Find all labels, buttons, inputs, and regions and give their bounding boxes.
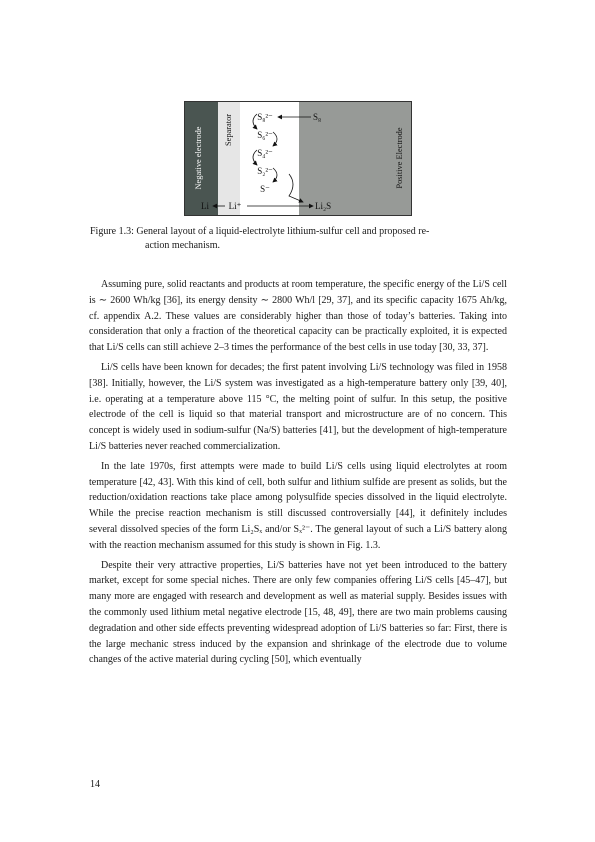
paragraph: In the late 1970s, first attempts were made to build Li/S cells using liquid electrolytes at room temperature [42, 43]. With this kind of cell, both sulfur and lithium sulfide are present as solids, but the reduction/oxidation reactions take place among polysulfide species dissolved in the liquid electrolyte. While the precise reaction mechanism is still discussed controversially [44], it definitely includes several dissolved species of the form Li₂Sₓ and/or Sₓ²⁻. The general layout of such a Li/S battery along with the reaction mechanism assumed for this study is shown in Fig. 1.3.	[89, 460, 507, 551]
s2-2-species: S₂²⁻	[257, 166, 273, 176]
s8-label: S₈	[313, 112, 322, 122]
li-plus-label: Li⁺	[228, 201, 242, 211]
s4-2-species: S₄²⁻	[257, 148, 273, 158]
figure-caption	[90, 225, 508, 253]
paragraph: Li/S cells have been known for decades; the first patent involving Li/S technology was filed in 1958 [38]. Initially, however, the Li/S system was investigated as a high-temperature battery only [39, 40], i.e. operating at a temperature above 115 °C, the melting point of sulfur. In this setup, the positive electrode of the cell is liquid so that material transport and microstructure are of no concern. This concept is widely used in sodium-sulfur (Na/S) batteries [41], but the development of high-temperature Li/S batteries never reached commercialization.	[89, 361, 507, 452]
cell-diagram	[185, 102, 411, 215]
body-text	[89, 277, 507, 672]
s-minus-species: S⁻	[260, 184, 270, 194]
negative-electrode-label: Negative electrode	[193, 126, 203, 190]
cell-layout-figure	[184, 101, 412, 216]
li2s-label: Li₂S	[315, 201, 332, 211]
s8-2-species: S₈²⁻	[257, 112, 273, 122]
caption-text-line2: action mechanism.	[145, 240, 220, 251]
separator-label: Separator	[223, 113, 233, 147]
paragraph: Despite their very attractive properties, Li/S batteries have not yet been introduced to the battery market, except for some special niches. There are only few companies offering Li/S cells [45–47], but many more are engaged with research and development as well as material supply. Besides issues with the commonly used lithium metal negative electrode [15, 48, 49], there are two main problems causing degradation and other side effects preventing widespread adoption of Li/S batteries so far: First, there is the large mechanic stress induced by the expansion and shrinkage of the electrode due to volume changes of the active material during cycling [50], which eventually	[89, 559, 507, 666]
paragraph: Assuming pure, solid reactants and products at room temperature, the specific energy of the Li/S cell is ∼ 2600 Wh/kg [36], its energy density ∼ 2800 Wh/l [29, 37], and its specific capacity 1675 Ah/kg, cf. appendix A.2. These values are considerably higher than those of today’s batteries. Taking into consideration that only a fraction of the theoretical capacity can be practically exploited, it is expected that Li/S cells can still achieve 2–3 times the performance of the best cells in use today [30, 33, 37].	[89, 279, 507, 354]
caption-label: Figure 1.3:	[90, 226, 134, 237]
page-number: 14	[90, 779, 100, 790]
positive-electrode-label: Positive Electrode	[394, 127, 404, 189]
li-label: Li	[201, 201, 209, 211]
caption-text-line1: General layout of a liquid-electrolyte lithium-sulfur cell and proposed re-	[136, 226, 430, 237]
s6-2-species: S₆²⁻	[257, 130, 273, 140]
